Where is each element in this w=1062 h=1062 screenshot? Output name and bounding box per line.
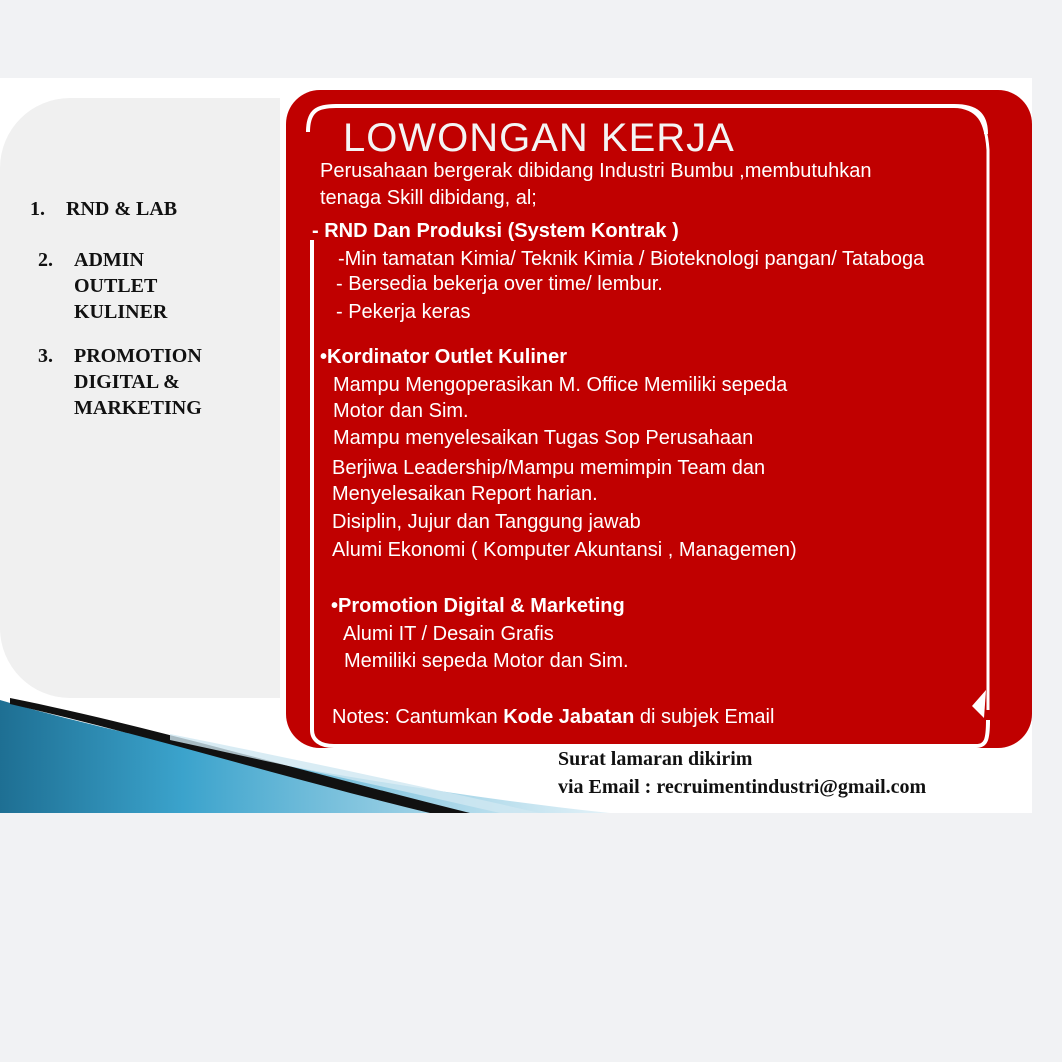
outlet-requirement: Mampu Mengoperasikan M. Office Memiliki sepeda (333, 374, 788, 396)
position-item-3 (38, 343, 202, 421)
footer-line-1: Surat lamaran dikirim (558, 748, 753, 770)
notes-prefix: Notes: Cantumkan (332, 706, 504, 728)
position-number: 1. (30, 198, 45, 220)
outlet-heading: •Kordinator Outlet Kuliner (320, 346, 568, 368)
position-label: MARKETING (74, 397, 202, 419)
position-label: RND & LAB (66, 198, 178, 220)
rnd-heading: - RND Dan Produksi (System Kontrak ) (312, 220, 679, 242)
footer-email: via Email : recruimentindustri@gmail.com (558, 776, 927, 798)
position-label: DIGITAL & (74, 371, 180, 393)
outlet-requirement: Alumi Ekonomi ( Komputer Akuntansi , Managemen) (332, 539, 797, 561)
position-label: PROMOTION (74, 345, 202, 367)
position-item-2 (38, 247, 167, 325)
outlet-requirement: Motor dan Sim. (333, 400, 469, 422)
position-label: OUTLET (74, 275, 158, 297)
position-label: KULINER (74, 301, 168, 323)
promo-heading: •Promotion Digital & Marketing (331, 595, 625, 617)
job-vacancy-card (286, 90, 1032, 748)
rnd-requirement: - Bersedia bekerja over time/ lembur. (336, 273, 663, 295)
position-number: 3. (38, 345, 53, 367)
notes-suffix: di subjek Email (634, 706, 775, 728)
position-number: 2. (38, 249, 53, 271)
outlet-requirement: Berjiwa Leadership/Mampu memimpin Team dan (332, 457, 766, 479)
promo-requirement: Alumi IT / Desain Grafis (343, 623, 554, 645)
position-item-1 (30, 196, 177, 222)
promo-requirement: Memiliki sepeda Motor dan Sim. (344, 650, 629, 672)
rnd-requirement: - Pekerja keras (336, 301, 471, 323)
intro-line: Perusahaan bergerak dibidang Industri Bumbu ,membutuhkan (320, 160, 872, 182)
card-title: LOWONGAN KERJA (343, 116, 735, 160)
job-flyer-slide (0, 78, 1032, 813)
rnd-requirement: -Min tamatan Kimia/ Teknik Kimia / Bioteknologi pangan/ Tataboga (338, 248, 925, 270)
notes-line (332, 706, 774, 729)
notes-emphasis: Kode Jabatan (503, 706, 635, 728)
outlet-requirement: Disiplin, Jujur dan Tanggung jawab (332, 511, 641, 533)
position-label: ADMIN (74, 249, 144, 271)
outlet-requirement: Menyelesaikan Report harian. (332, 483, 598, 505)
intro-line: tenaga Skill dibidang, al; (320, 187, 537, 209)
outlet-requirement: Mampu menyelesaikan Tugas Sop Perusahaan (333, 427, 754, 449)
